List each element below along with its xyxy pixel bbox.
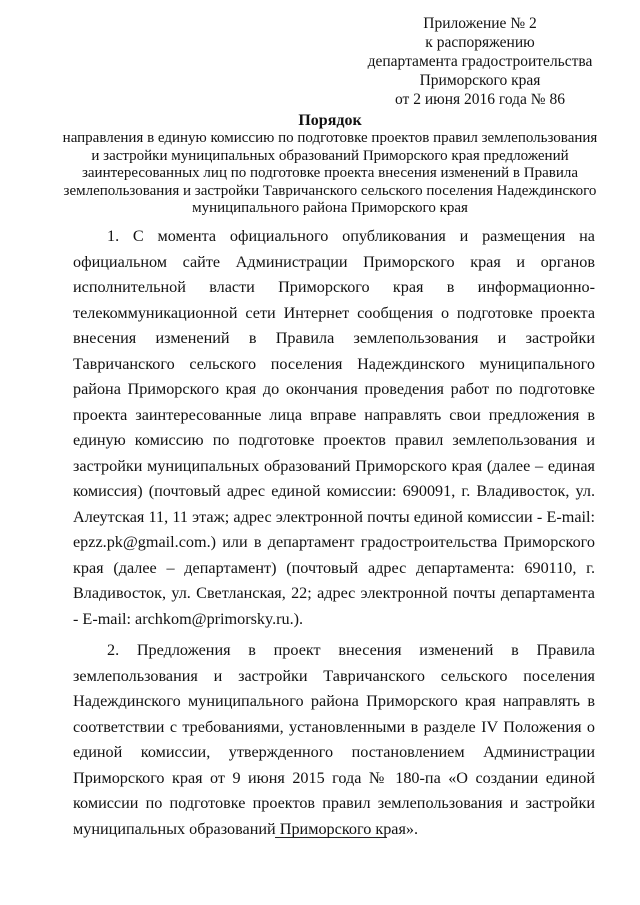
paragraph-1: 1. С момента официального опубликования и размещения на официальном сайте Администрации Приморского края и органов исполнительной власти Приморского края в информационно-телекоммуникационной сети Интернет сообщения о подготовке проекта внесения изменений в Правила землепользования и застройки Тавричанского сельского поселения Надеждинского муниципального района Приморского края до окончания проведения работ по подготовке проекта заинтересованные лица вправе направлять свои предложения в единую комиссию по подготовке проектов правил землепользования и застройки муниципальных образований Приморского края (далее – единая комиссия) (почтовый адрес единой комиссии: 690091, г. Владивосток, ул. Алеутская 11, 11 этаж; адрес электронной почты единой комиссии - E-mail: epzz.pk@gmail.com.) или в департамент градостроительства Приморского края (далее – департамент) (почтовый адрес департамента: 690110, г. Владивосток, ул. Светланская, 22; адрес электронной почты департамента - E-mail: archkom@primorsky.ru.).: [73, 227, 595, 628]
appendix-date: от 2 июня 2016 года № 86: [395, 91, 565, 108]
document-subtitle: направления в единую комиссию по подготовке проектов правил землепользования и застройки муниципальных образований Приморского края предложений заинтересованных лиц по подготовке проекта внесения изменений в Правила землепользования и застройки Тавричанского сельского поселения Надеждинского муниципального района Приморского края: [62, 130, 598, 216]
paragraph-2: 2. Предложения в проект внесения изменений в Правила землепользования и застройки Тавричанского сельского поселения Надеждинского муниципального района Приморского края направлять в соответствии с требованиями, установленными в разделе IV Положения о единой комиссии, утвержденного постановлением Администрации Приморского края от 9 июня 2015 года № 180-па «О создании единой комиссии по подготовке проектов правил землепользования и застройки муниципальных образований Приморского края».: [73, 641, 595, 838]
closing-divider: [275, 837, 387, 838]
appendix-header: [330, 14, 630, 109]
appendix-reference: к распоряжению: [425, 34, 535, 51]
appendix-region: Приморского края: [419, 72, 541, 89]
document-body: [73, 224, 595, 848]
document-title: Порядок: [298, 112, 362, 129]
appendix-number: Приложение № 2: [423, 15, 537, 32]
document-heading: [60, 112, 600, 218]
appendix-department: департамента градостроительства: [367, 53, 593, 70]
